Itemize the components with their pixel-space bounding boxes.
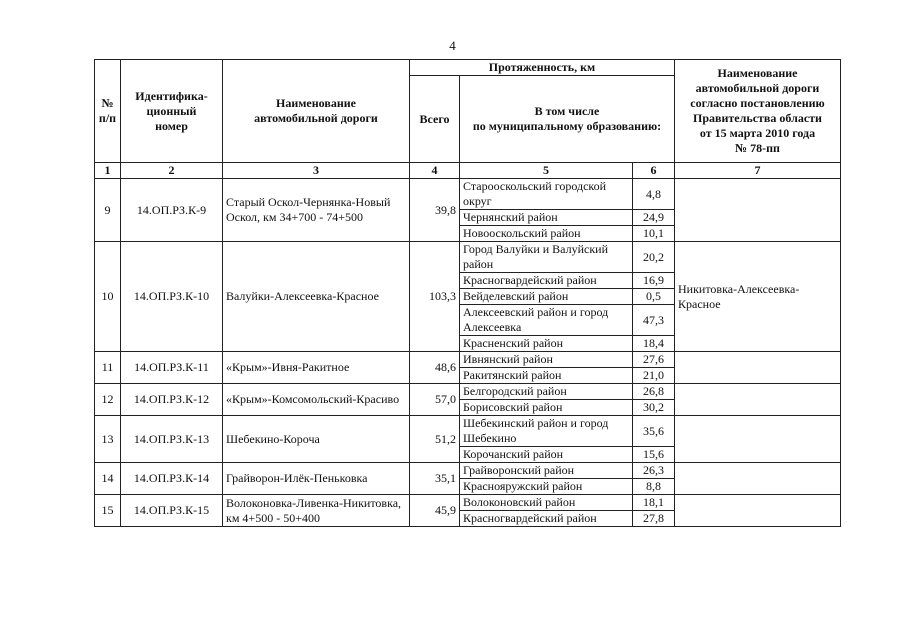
district-length: 47,3 [633,305,675,336]
district-name: Шебекинский район и город Шебекино [460,416,633,447]
table-row [95,242,841,273]
road-name: «Крым»-Ивня-Ракитное [223,352,410,384]
district-length: 26,3 [633,463,675,479]
road-name: Валуйки-Алексеевка-Красное [223,242,410,352]
decree-road-name: Никитовка-Алексеевка-Красное [675,242,841,352]
total-length: 35,1 [410,463,460,495]
column-index: 3 [223,163,410,179]
district-name: Белгородский район [460,384,633,400]
district-name: Ракитянский район [460,368,633,384]
district-name: Старооскольский городской округ [460,179,633,210]
decree-road-name [675,463,841,495]
district-length: 27,6 [633,352,675,368]
road-name: «Крым»-Комсомольский-Красиво [223,384,410,416]
total-length: 103,3 [410,242,460,352]
district-length: 10,1 [633,226,675,242]
district-length: 8,8 [633,479,675,495]
total-length: 51,2 [410,416,460,463]
district-name: Грайворонский район [460,463,633,479]
district-name: Краснояружский район [460,479,633,495]
district-length: 0,5 [633,289,675,305]
district-length: 4,8 [633,179,675,210]
column-index: 1 [95,163,121,179]
total-length: 57,0 [410,384,460,416]
row-number: 9 [95,179,121,242]
district-length: 20,2 [633,242,675,273]
district-length: 30,2 [633,400,675,416]
district-name: Волоконовский район [460,495,633,511]
header-total: Всего [410,76,460,163]
district-name: Алексеевский район и город Алексеевка [460,305,633,336]
district-name: Красненский район [460,336,633,352]
district-name: Красногвардейский район [460,273,633,289]
decree-road-name [675,384,841,416]
road-id: 14.ОП.РЗ.К-14 [121,463,223,495]
decree-road-name [675,416,841,463]
column-index: 6 [633,163,675,179]
header-length: Протяженность, км [410,60,675,76]
row-number: 14 [95,463,121,495]
table-row [95,463,841,479]
header-num: № п/п [95,60,121,163]
decree-road-name [675,495,841,527]
row-number: 15 [95,495,121,527]
row-number: 10 [95,242,121,352]
district-length: 26,8 [633,384,675,400]
district-length: 35,6 [633,416,675,447]
district-length: 21,0 [633,368,675,384]
road-name: Шебекино-Короча [223,416,410,463]
table-row [95,384,841,400]
column-index: 7 [675,163,841,179]
column-index: 2 [121,163,223,179]
road-name: Волоконовка-Ливенка-Никитовка, км 4+500 - 50+400 [223,495,410,527]
column-index: 5 [460,163,633,179]
decree-road-name [675,352,841,384]
table-row [95,352,841,368]
road-id: 14.ОП.РЗ.К-13 [121,416,223,463]
page-number: 4 [449,38,456,53]
column-index: 4 [410,163,460,179]
row-number: 11 [95,352,121,384]
road-name: Старый Оскол-Чернянка-Новый Оскол, км 34+700 - 74+500 [223,179,410,242]
district-name: Чернянский район [460,210,633,226]
road-id: 14.ОП.РЗ.К-11 [121,352,223,384]
district-name: Корочанский район [460,447,633,463]
decree-road-name [675,179,841,242]
total-length: 39,8 [410,179,460,242]
district-name: Ивнянский район [460,352,633,368]
road-id: 14.ОП.РЗ.К-9 [121,179,223,242]
district-name: Новооскольский район [460,226,633,242]
district-name: Город Валуйки и Валуйский район [460,242,633,273]
district-length: 18,1 [633,495,675,511]
road-id: 14.ОП.РЗ.К-10 [121,242,223,352]
district-name: Красногвардейский район [460,511,633,527]
district-length: 24,9 [633,210,675,226]
header-id: Идентифика- ционный номер [121,60,223,163]
header-decree-name: Наименование автомобильной дороги согласно постановлению Правительства области от 15 марта 2010 года № 78-пп [675,60,841,163]
road-name: Грайворон-Илёк-Пеньковка [223,463,410,495]
district-name: Борисовский район [460,400,633,416]
roads-table [94,59,841,527]
district-length: 15,6 [633,447,675,463]
total-length: 48,6 [410,352,460,384]
district-length: 27,8 [633,511,675,527]
table-row [95,495,841,511]
district-length: 16,9 [633,273,675,289]
district-length: 18,4 [633,336,675,352]
table-row [95,179,841,210]
row-number: 13 [95,416,121,463]
road-id: 14.ОП.РЗ.К-15 [121,495,223,527]
road-id: 14.ОП.РЗ.К-12 [121,384,223,416]
header-including: В том числе по муниципальному образованию: [460,76,675,163]
row-number: 12 [95,384,121,416]
table-row [95,416,841,447]
header-road-name: Наименование автомобильной дороги [223,60,410,163]
total-length: 45,9 [410,495,460,527]
district-name: Вейделевский район [460,289,633,305]
